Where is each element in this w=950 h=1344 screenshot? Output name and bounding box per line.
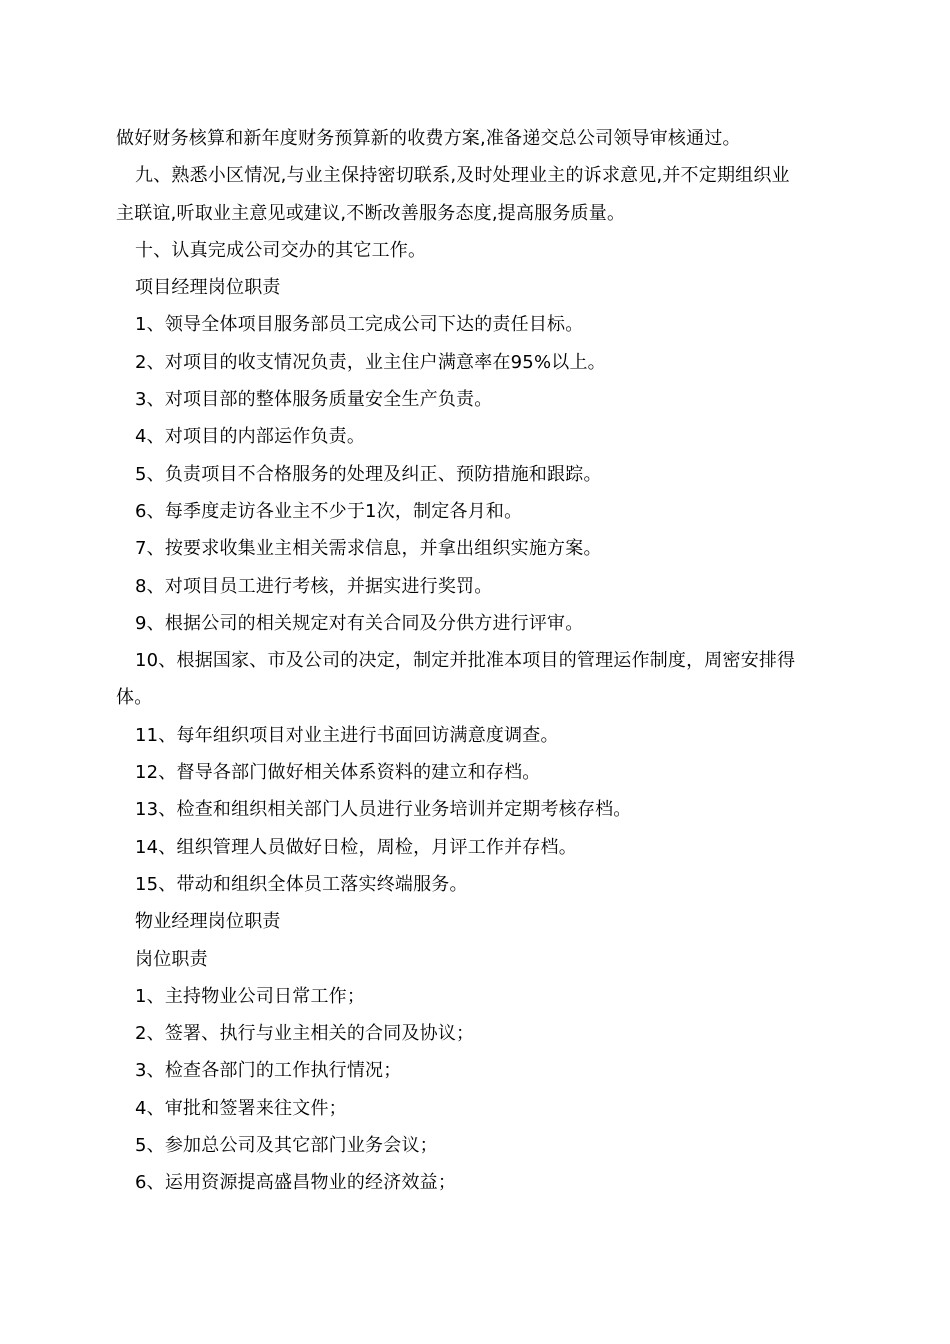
list-item: 2、签署、执行与业主相关的合同及协议； [135,1023,475,1045]
list-item: 14、组织管理人员做好日检，周检，月评工作并存档。 [135,836,577,858]
list-item: 4、审批和签署来往文件； [135,1097,347,1119]
list-item: 5、参加总公司及其它部门业务会议； [135,1135,438,1157]
subsection-heading-duties: 岗位职责 [135,948,208,970]
text-line-1: 做好财务核算和新年度财务预算新的收费方案,准备递交总公司领导审核通过。 [116,128,741,149]
list-item: 9、根据公司的相关规定对有关合同及分供方进行评审。 [135,612,584,634]
list-item: 1、领导全体项目服务部员工完成公司下达的责任目标。 [135,314,584,336]
section-heading-property-manager: 物业经理岗位职责 [135,911,281,933]
list-item: 4、对项目的内部运作负责。 [135,426,366,448]
document-body [116,120,838,1202]
list-item: 1、主持物业公司日常工作； [135,985,366,1007]
list-item: 3、对项目部的整体服务质量安全生产负责。 [135,389,493,411]
text-line-4: 十、认真完成公司交办的其它工作。 [135,239,427,261]
text-line-3: 主联谊,听取业主意见或建议,不断改善服务态度,提高服务质量。 [116,202,626,224]
list-item: 10、根据国家、市及公司的决定，制定并批准本项目的管理运作制度，周密安排得 [135,650,796,672]
list-item: 3、检查各部门的工作执行情况； [135,1060,402,1082]
list-item-continuation: 体。 [116,687,153,709]
list-item: 13、检查和组织相关部门人员进行业务培训并定期考核存档。 [135,799,632,821]
list-item: 7、按要求收集业主相关需求信息，并拿出组织实施方案。 [135,538,602,560]
list-item: 6、每季度走访各业主不少于1次，制定各月和。 [135,500,523,522]
list-item: 5、负责项目不合格服务的处理及纠正、预防措施和跟踪。 [135,463,602,485]
text-line-2: 九、熟悉小区情况,与业主保持密切联系,及时处理业主的诉求意见,并不定期组织业 [135,165,790,187]
list-item: 8、对项目员工进行考核，并据实进行奖罚。 [135,575,493,597]
list-item: 2、对项目的收支情况负责，业主住户满意率在95%以上。 [135,351,606,373]
list-item: 15、带动和组织全体员工落实终端服务。 [135,873,468,895]
section-heading-project-manager: 项目经理岗位职责 [135,277,281,299]
list-item: 12、督导各部门做好相关体系资料的建立和存档。 [135,762,541,784]
list-item: 6、运用资源提高盛昌物业的经济效益； [135,1172,457,1194]
list-item: 11、每年组织项目对业主进行书面回访满意度调查。 [135,724,559,746]
